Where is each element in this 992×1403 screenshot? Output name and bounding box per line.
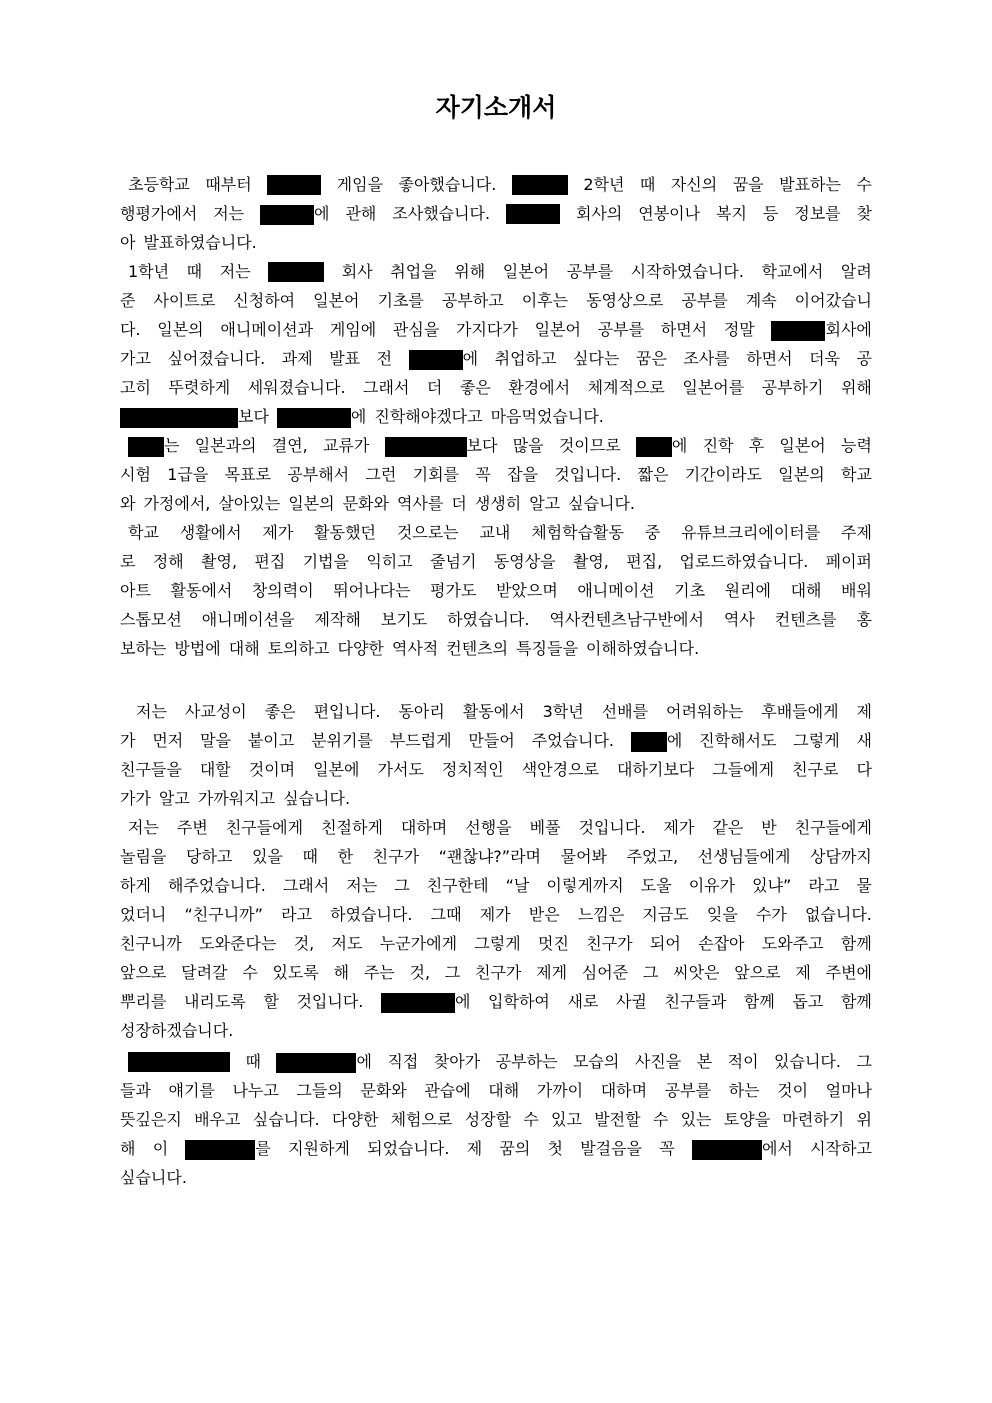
text-line: 해 이 를 지원하게 되었습니다. 제 꿈의 첫 발걸음을 꼭 에서 시작하고 (120, 1139, 872, 1158)
text-line: 저는 주변 친구들에게 친절하게 대하며 선행을 베풀 것입니다. 제가 같은 반 친구들에게 (128, 818, 872, 837)
text-line: 보다 에 진학해야겠다고 마음먹었습니다. (120, 402, 872, 431)
text-line: 1학년 때 저는 회사 취업을 위해 일본어 공부를 시작하였습니다. 학교에서 알려 (128, 262, 872, 281)
text-line: 친구니까 도와준다는 것, 저도 누군가에게 그렇게 멋진 친구가 되어 손잡아 도와주고 함께 (120, 934, 872, 953)
text-line: 는 일본과의 결연, 교류가 보다 많을 것이므로 에 진학 후 일본어 능력 (120, 431, 872, 460)
redacted-block (120, 408, 238, 428)
redacted-block (128, 437, 164, 457)
text-line: 고히 뚜렷하게 세워졌습니다. 그래서 더 좋은 환경에서 체계적으로 일본어를 공부하기 위해 (120, 378, 872, 397)
text-line: 준 사이트로 신청하여 일본어 기초를 공부하고 이후는 동영상으로 공부를 계속 이어갔습니 (120, 291, 872, 310)
redacted-block (260, 205, 314, 225)
redacted-block (185, 1140, 255, 1160)
text-line: 앞으로 달려갈 수 있도록 해 주는 것, 그 친구가 제게 심어준 그 씨앗은 앞으로 제 주변에 (120, 963, 872, 982)
text-line: 놀림을 당하고 있을 때 한 친구가 “괜찮냐?”라며 물어봐 주었고, 선생님들에게 상담까지 (120, 847, 872, 866)
text-line: 스톱모션 애니메이션을 제작해 보기도 하였습니다. 역사컨텐츠남구반에서 역사 컨텐츠를 홍 (120, 610, 872, 629)
redacted-block (409, 350, 463, 370)
text-line: 들과 얘기를 나누고 그들의 문화와 관습에 대해 가까이 대하며 공부를 하는 것이 얼마나 (120, 1081, 872, 1100)
text-line: 와 가정에서, 살아있는 일본의 문화와 역사를 더 생생히 알고 싶습니다. (120, 494, 636, 513)
text-line: 학교 생활에서 제가 활동했던 것으로는 교내 체험학습활동 중 유튜브크리에이터를 주제 (128, 523, 872, 542)
text-line: 뿌리를 내리도록 할 것입니다. 에 입학하여 새로 사귈 친구들과 함께 돕고 함께 (120, 992, 872, 1011)
text-line: 다. 일본의 애니메이션과 게임에 관심을 가지다가 일본어 공부를 하면서 정말 회사에 (120, 320, 872, 339)
text-line: 가 먼저 말을 붙이고 분위기를 부드럽게 만들어 주었습니다. 에 진학해서도 그렇게 새 (120, 731, 872, 750)
text-line: 성장하겠습니다. (120, 1021, 234, 1040)
text-line: 친구들을 대할 것이며 일본에 가서도 정치적인 색안경으로 대하기보다 그들에게 친구로 다 (120, 760, 872, 779)
text-line: 가고 싶어졌습니다. 과제 발표 전 에 취업하고 싶다는 꿈은 조사를 하면서 더욱 공 (120, 349, 872, 368)
redacted-block (277, 408, 351, 428)
text-line: 때 에 직접 찾아가 공부하는 모습의 사진을 본 적이 있습니다. 그 (120, 1047, 872, 1076)
redacted-block (128, 1052, 230, 1072)
text-line: 하게 해주었습니다. 그래서 저는 그 친구한테 “날 이렇게까지 도울 이유가 있냐” 라고 물 (120, 876, 872, 895)
redacted-block (512, 175, 568, 195)
redacted-block (636, 437, 672, 457)
text-line: 시험 1급을 목표로 공부해서 그런 기회를 꼭 잡을 것입니다. 짧은 기간이라도 일본의 학교 (120, 465, 872, 484)
redacted-block (692, 1140, 762, 1160)
text-line: 아트 활동에서 창의력이 뛰어나다는 평가도 받았으며 애니메이션 기초 원리에 대해 배워 (120, 581, 872, 600)
text-line: 로 정해 촬영, 편집 기법을 익히고 줄넘기 동영상을 촬영, 편집, 업로드하였습니다. 페이퍼 (120, 552, 872, 571)
redacted-block (267, 175, 321, 195)
text-line: 가가 알고 가까워지고 싶습니다. (120, 789, 351, 808)
text-line: 싶습니다. (120, 1168, 187, 1187)
redacted-block (276, 1053, 356, 1073)
redacted-block (631, 732, 667, 752)
redacted-block (771, 321, 825, 341)
text-line: 행평가에서 저는 에 관해 조사했습니다. 회사의 연봉이나 복지 등 정보를 찾 (120, 204, 872, 223)
text-line: 초등학교 때부터 게임을 좋아했습니다. 2학년 때 자신의 꿈을 발표하는 수 (128, 175, 872, 194)
redacted-block (385, 437, 467, 457)
redacted-block (381, 993, 455, 1013)
text-line: 아 발표하였습니다. (120, 233, 257, 252)
text-line: 저는 사교성이 좋은 편입니다. 동아리 활동에서 3학년 선배를 어려워하는 후배들에게 제 (136, 702, 872, 721)
document-title: 자기소개서 (435, 93, 557, 122)
text-line: 뜻깊은지 배우고 싶습니다. 다양한 체험으로 성장할 수 있고 발전할 수 있는 토양을 마련하기 위 (120, 1110, 872, 1129)
text-line: 보하는 방법에 대해 토의하고 다양한 역사적 컨텐츠의 특징들을 이해하였습니다. (120, 639, 700, 658)
redacted-block (506, 204, 560, 224)
redacted-block (268, 262, 324, 282)
text-line: 었더니 “친구니까” 라고 하였습니다. 그때 제가 받은 느낌은 지금도 잊을 수가 없습니다. (120, 905, 872, 924)
